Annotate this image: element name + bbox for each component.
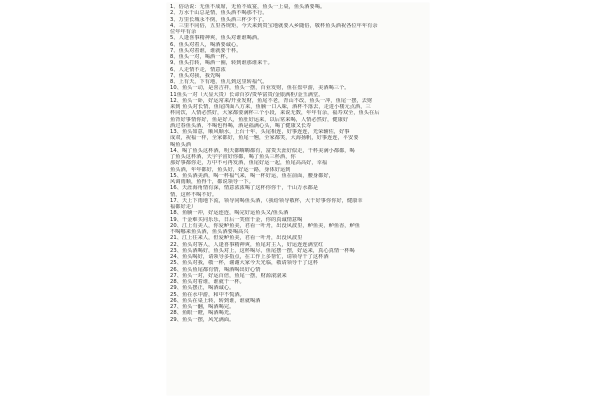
document-line: 28、鱼眼一瞪，喝酒喝光。 <box>170 310 235 317</box>
document-line: 24、鱼头喝好，请领导多指点，在工作上多帮忙，请领导干了这杯酒 <box>170 254 329 260</box>
document-line: 福都好走） <box>170 204 197 210</box>
document-line: 11鱼头一对（大显大贵）长命百岁/贵华富贵/金银满柜/金玉满堂。 <box>170 91 324 98</box>
document-line: 7、鱼头对我，我先喝 <box>170 72 221 79</box>
document-line: 鱼头酒，年年都好，鱼头好，好运一路，身体好运到 <box>170 166 291 173</box>
document-line: 29、鱼头一摆，风光满面。 <box>170 316 235 323</box>
document-line: 10、鱼头一动，是喜吉祥，鱼头一摆，百业发财，鱼在盘中游，美酒喝三个。 <box>170 85 350 92</box>
document-line: 19、千金难买同乐乐，日后一笑值千金，你的真诚情意喝 <box>170 216 303 223</box>
document-line: 2、万水千山总是情，鱼头酒不喝那不行。 <box>170 10 268 17</box>
document-line: 18、鱼腩一冲，好运连连，喝完好运鱼头又/鱼头酒 <box>170 210 289 217</box>
document-line: 不喝哪来鱼头酒，鱼头酒要喝高兴 <box>170 229 249 235</box>
document-line: 20、江上有美人，你爱鲈鱼美，君看一叶舟，出没风波里，鲈鱼美，鲈鱼香，鲈鱼 <box>170 222 361 229</box>
document-line: 22、鱼头对客人，人逢喜事精神爽，鱼尾对主人，好运连连满堂红 <box>170 241 324 248</box>
document-line: 杯同饮，人情必然好，大家都要满杯三个小段，来说无数，年年有余，福寿双全，鱼头在后 <box>170 110 380 117</box>
document-line: 21、江上往来人，但爱鲈鱼美，君看一叶舟，出没风波里 <box>170 235 303 242</box>
document-page <box>167 3 429 395</box>
document-lines <box>170 4 426 323</box>
document-line: 23、鱼头酒喝好，鱼头对上，这杯喝尽，鱼尾摆一摆，好运来，真心真情一杯喝 <box>170 247 355 254</box>
document-line: 27、鱼头一翻，喝酒喝完。 <box>170 304 235 310</box>
document-line: 28、鱼头对着谁，谁就干一杯。 <box>170 279 245 285</box>
document-line: 17、天上下雨地下流，领导同喝鱼头酒，（我给领导敬杯，大干好事你你好，健康幸 <box>170 197 363 204</box>
document-line: 27、鱼头一对，好运百倍，鱼尾一摆，财源滚滚来 <box>170 272 287 279</box>
document-line: 情，这杯不喝不好。 <box>170 191 218 198</box>
document-line: 6、人走情不走，情意浓 <box>170 66 226 73</box>
document-line: 14、喝了鱼头这杯酒，明天都嗨嗨都有，富贵天涯好似走，干杯美满小都都，喝 <box>170 147 355 154</box>
document-line: 5、人逢喜事精神爽，鱼头对谁谁喝酒。 <box>170 35 263 42</box>
document-line: 成双，祝福一样，全家都好，鱼尾一翘，全家都笑，大海扬帆，好事连连，平安要 <box>170 135 359 142</box>
document-line: 6、鱼头对着人，喝酒要诚心。 <box>170 41 242 48</box>
document-line: 酒过春鱼头酒，不喝也得喝，酒是福满心头，喝了健康又长寿 <box>170 122 312 129</box>
document-line: 7、鱼头对着谁，谁就要干杯。 <box>170 47 242 54</box>
document-line: 12、鱼头一卧，好运常来/开业发财，鱼尾不老，青山不改，鱼头一冲，鱼尾一摆，去财 <box>170 97 373 104</box>
document-line: 4、三里不同俗，五里各规矩，今天来到贵宝地就要入乡随俗，敬杯鱼头酒祝各位年年有余 <box>170 22 378 29</box>
document-line: 15、鱼头酒美酒，喝一杯福气来，喝一杯好运，鱼在前面，腰身都好， <box>170 172 334 179</box>
document-line: 风调雨顺，鱼得千，都说领导一下。 <box>170 179 254 185</box>
document-line: 26、鱼头鱼尾都有情，喝酒喝出好心情 <box>170 266 261 273</box>
document-line: 25、鱼头对我，敬一杯，谢谢大家今天光临，敬请领导干了这杯 <box>170 260 319 267</box>
document-line: 了鱼头这杯酒，天宇宇宙好你都，喝了鱼头三杯酒，你 <box>170 154 296 160</box>
document-line: 位年年有余 <box>170 29 197 35</box>
document-line: 喝鱼头酒 <box>170 141 191 148</box>
document-line: 9、鱼头打转，喝酒一圈，转到谁那谁来干。 <box>170 60 273 67</box>
document-line: 8、上有天，下有地，鱼儿到这里转福气。 <box>170 79 268 85</box>
document-line: 来到 鱼头对长情，鱼尾四面八方来，鱼腩一口入味，酒杯不落去，走进小楼元点酒，三 <box>170 104 371 110</box>
document-line: 25、鱼在水中游，和中不慌酒。 <box>170 291 245 298</box>
document-line: 1、俗话说：无鱼不成席，无鱼不成宴，鱼头一上桌，鱼头酒要喝。 <box>170 4 326 10</box>
document-line: 26、鱼头在桌上转，转到谁，谁就喝酒 <box>170 297 261 304</box>
document-line: 8、鱼头一对，喝酒一杯。 <box>170 54 231 60</box>
document-line: 16、天涯海角情有深，情意浓浓喝了这杯你你干，干山万水都是 <box>170 185 319 192</box>
document-line: 鱼背好事情你好，鱼是好人，鱼肚好运来，以后常来喝，人情必然好，健康好 <box>170 116 349 123</box>
document-line: 那好事都你走，万中不可再发酒，鱼尾好运一起，鱼尾高高好，幸福 <box>170 160 328 167</box>
document-line: 3、万里长城永不倒，鱼头酒三杯少不了。 <box>170 16 268 23</box>
document-line: 13、鱼头如意，顺风顺水，上台十年，头尾相连，好事连连，光荣辅佐，好事 <box>170 129 350 135</box>
document-line: 29、鱼头摆正，喝酒诚心。 <box>170 285 235 292</box>
